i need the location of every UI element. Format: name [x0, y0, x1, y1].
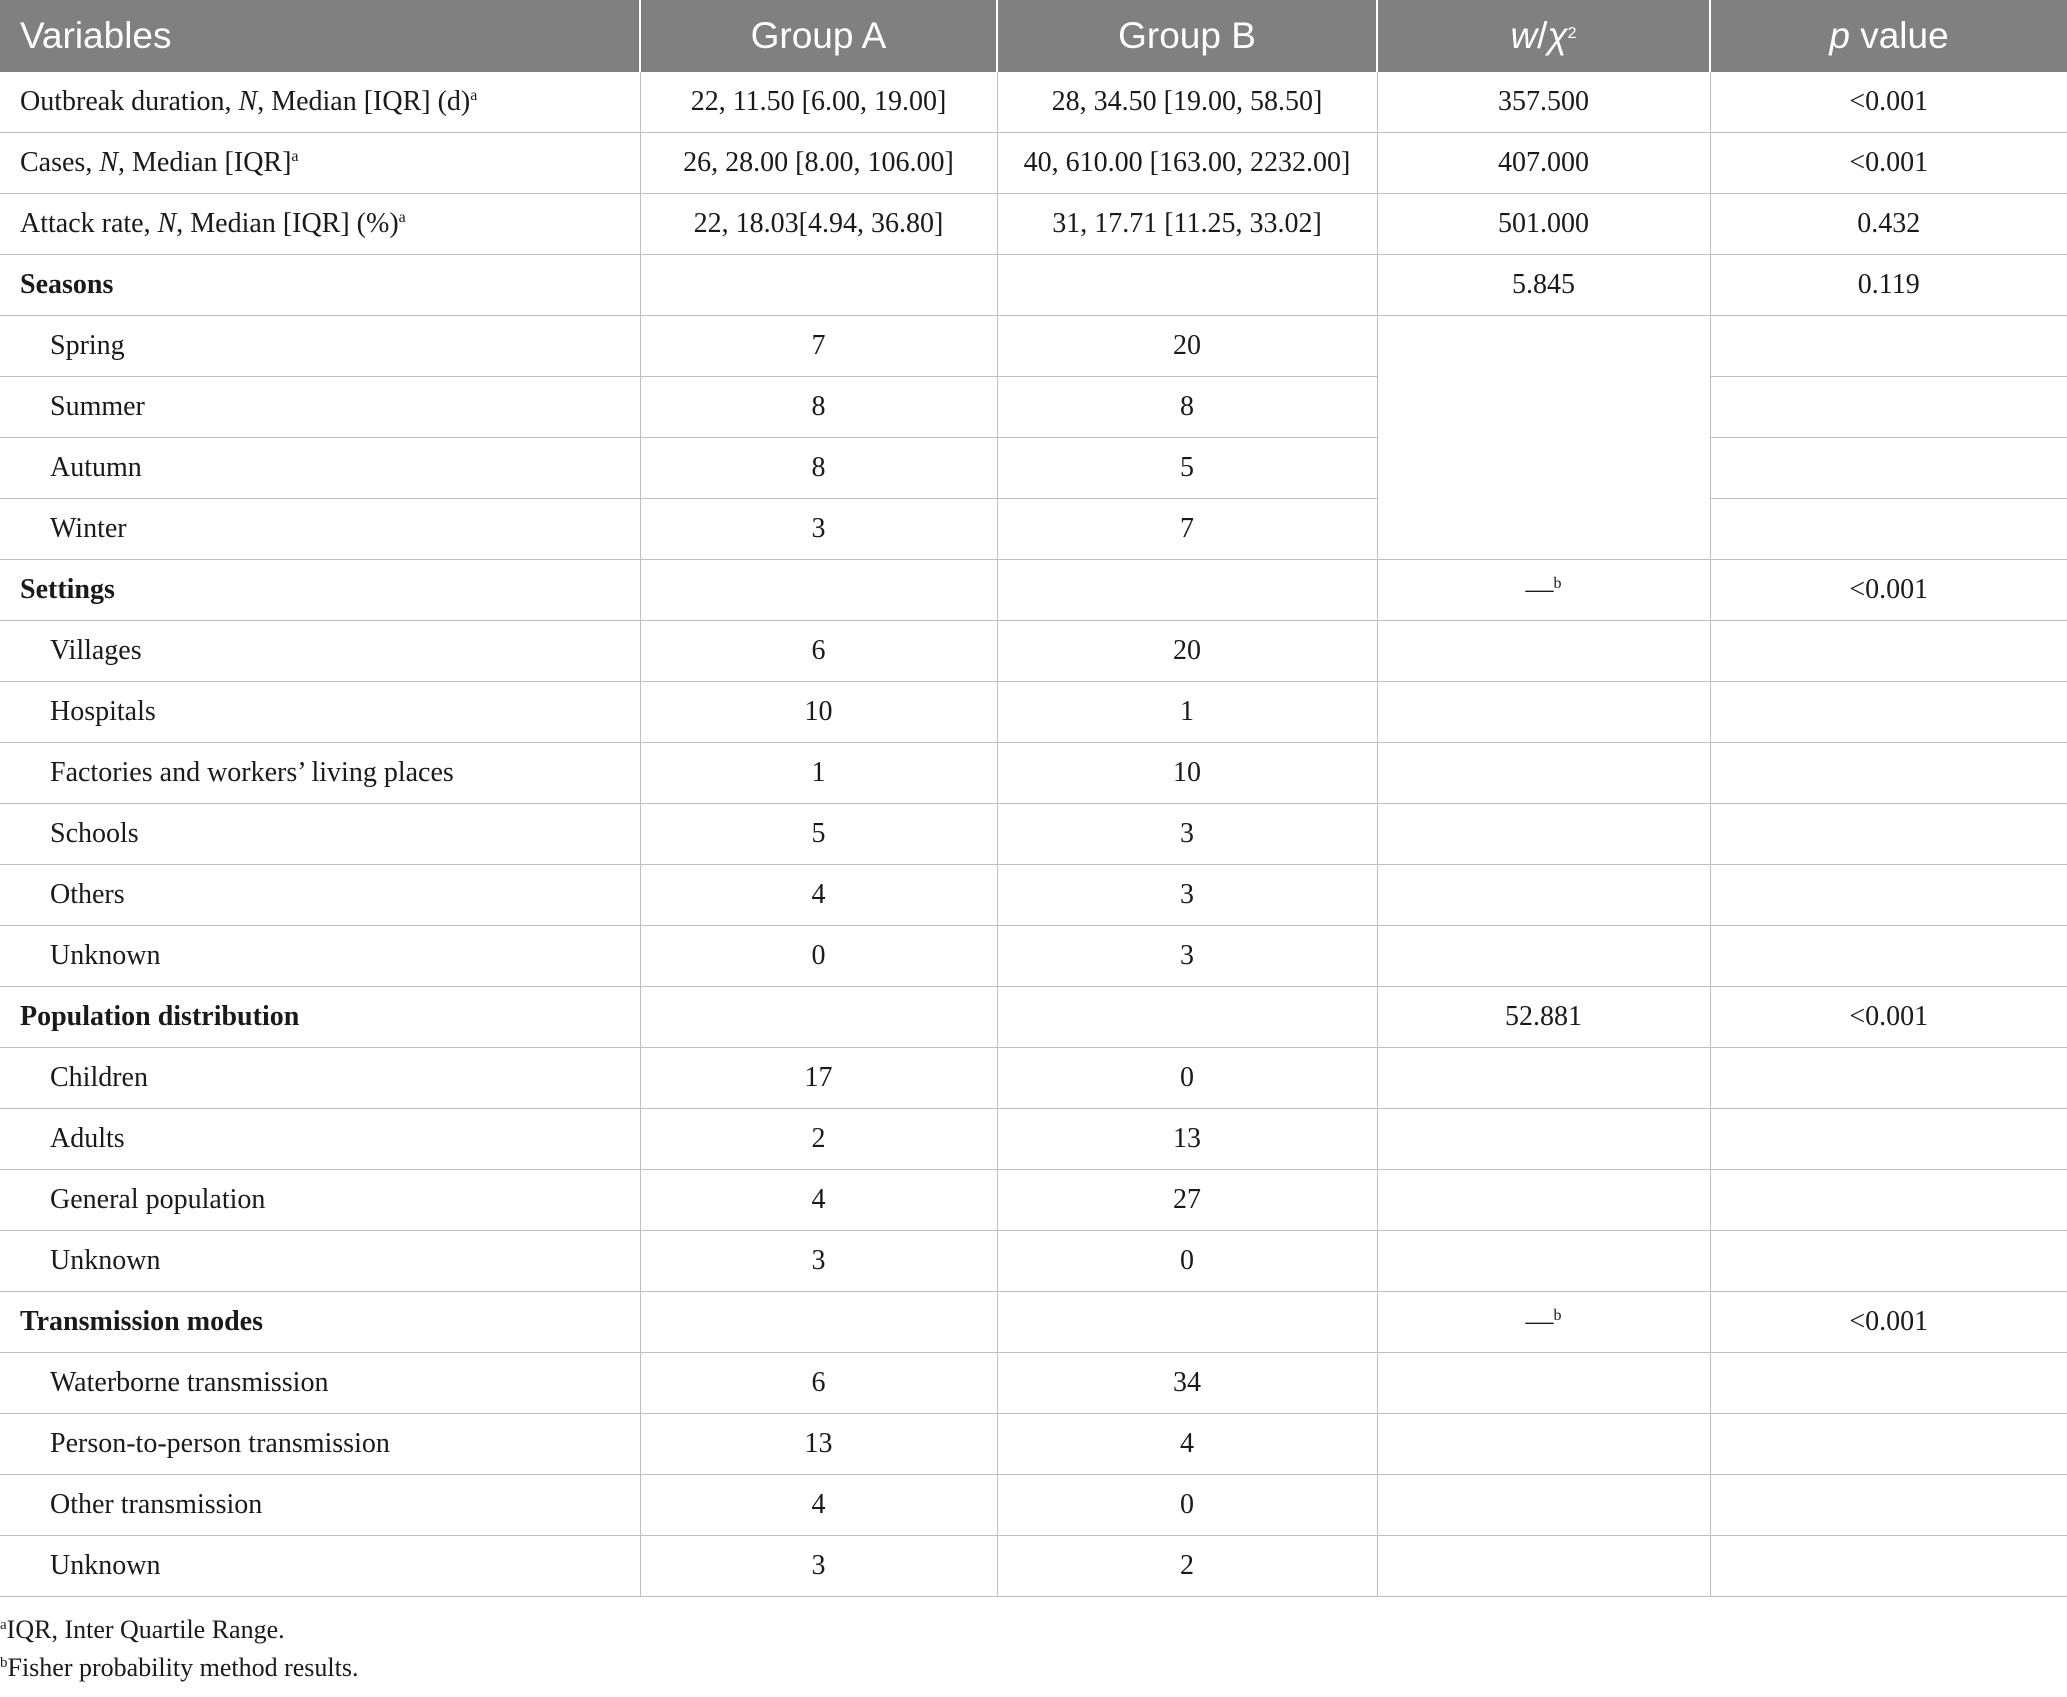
table-row	[0, 560, 2067, 621]
group-b-cell: 7	[997, 499, 1377, 560]
header-group-b: Group B	[997, 0, 1377, 72]
group-a-cell: 3	[640, 1536, 997, 1597]
group-b-cell: 13	[997, 1109, 1377, 1170]
table-row	[0, 926, 2067, 987]
group-a-cell: 13	[640, 1414, 997, 1475]
p-value-cell	[1710, 926, 2067, 987]
statistic-cell	[1377, 316, 1710, 377]
table-row	[0, 316, 2067, 377]
group-a-cell: 1	[640, 743, 997, 804]
table-row	[0, 804, 2067, 865]
p-value-cell: <0.001	[1710, 987, 2067, 1048]
statistic-cell: 407.000	[1377, 133, 1710, 194]
table-row	[0, 1536, 2067, 1597]
statistic-cell	[1377, 1170, 1710, 1231]
table-row	[0, 743, 2067, 804]
group-b-cell: 0	[997, 1231, 1377, 1292]
p-value-cell	[1710, 1109, 2067, 1170]
group-b-cell: 3	[997, 926, 1377, 987]
group-b-cell: 31, 17.71 [11.25, 33.02]	[997, 194, 1377, 255]
p-value-cell	[1710, 743, 2067, 804]
group-b-cell: 1	[997, 682, 1377, 743]
group-b-cell: 0	[997, 1048, 1377, 1109]
p-value-cell	[1710, 865, 2067, 926]
group-b-cell: 5	[997, 438, 1377, 499]
table-row	[0, 72, 2067, 133]
variable-label	[0, 194, 640, 255]
section-label: Settings	[0, 560, 640, 621]
statistic-cell	[1377, 438, 1710, 499]
subcategory-label: Other transmission	[0, 1475, 640, 1536]
label-italic: N	[238, 86, 258, 117]
group-a-cell: 17	[640, 1048, 997, 1109]
statistic-cell	[1377, 1414, 1710, 1475]
table-row	[0, 438, 2067, 499]
group-a-cell: 2	[640, 1109, 997, 1170]
section-label: Transmission modes	[0, 1292, 640, 1353]
group-b-cell: 28, 34.50 [19.00, 58.50]	[997, 72, 1377, 133]
group-b-cell	[997, 255, 1377, 316]
p-value-cell	[1710, 1170, 2067, 1231]
table-row	[0, 133, 2067, 194]
label-footnote-mark: a	[398, 209, 406, 226]
statistic-cell	[1377, 1475, 1710, 1536]
statistic-cell	[1377, 865, 1710, 926]
footnote	[0, 1611, 358, 1649]
group-b-cell: 10	[997, 743, 1377, 804]
subcategory-label: Winter	[0, 499, 640, 560]
subcategory-label: Villages	[0, 621, 640, 682]
p-value-cell	[1710, 316, 2067, 377]
label-pre: Outbreak duration,	[20, 86, 239, 117]
header-row	[0, 0, 2067, 72]
statistic-cell	[1377, 682, 1710, 743]
p-value-cell: 0.119	[1710, 255, 2067, 316]
group-a-cell: 6	[640, 621, 997, 682]
header-stat-w: w	[1510, 15, 1538, 56]
statistic-cell	[1377, 1109, 1710, 1170]
p-value-cell: <0.001	[1710, 1292, 2067, 1353]
group-a-cell: 4	[640, 1170, 997, 1231]
table-row	[0, 499, 2067, 560]
subcategory-label: General population	[0, 1170, 640, 1231]
statistic-footnote-mark: b	[1553, 1307, 1562, 1324]
table-row	[0, 1231, 2067, 1292]
group-b-cell: 3	[997, 865, 1377, 926]
statistic-cell: 357.500	[1377, 72, 1710, 133]
label-pre: Attack rate,	[20, 208, 158, 239]
p-value-cell	[1710, 804, 2067, 865]
group-b-cell: 20	[997, 316, 1377, 377]
p-value-cell	[1710, 1231, 2067, 1292]
group-a-cell: 4	[640, 865, 997, 926]
footnote-mark: b	[0, 1655, 8, 1671]
subcategory-label: Summer	[0, 377, 640, 438]
variable-label	[0, 133, 640, 194]
header-stat-sup: 2	[1567, 25, 1577, 42]
statistic-cell	[1377, 1536, 1710, 1597]
group-a-cell: 4	[640, 1475, 997, 1536]
group-b-cell: 0	[997, 1475, 1377, 1536]
statistic-cell	[1377, 377, 1710, 438]
statistic-cell	[1377, 987, 1710, 1048]
statistic-value: —	[1525, 1306, 1554, 1337]
table-row	[0, 1414, 2067, 1475]
p-value-cell	[1710, 499, 2067, 560]
statistic-cell: 501.000	[1377, 194, 1710, 255]
table-row	[0, 194, 2067, 255]
statistic-cell	[1377, 621, 1710, 682]
statistic-value: 5.845	[1512, 269, 1575, 300]
header-group-a: Group A	[640, 0, 997, 72]
group-a-cell: 22, 18.03[4.94, 36.80]	[640, 194, 997, 255]
statistic-cell	[1377, 560, 1710, 621]
p-value-cell	[1710, 1536, 2067, 1597]
statistic-footnote-mark: b	[1553, 575, 1562, 592]
variable-label	[0, 72, 640, 133]
group-b-cell: 27	[997, 1170, 1377, 1231]
p-value-cell	[1710, 621, 2067, 682]
header-stat-chi: χ	[1547, 15, 1568, 56]
label-footnote-mark: a	[470, 87, 478, 104]
p-value-cell	[1710, 377, 2067, 438]
group-b-cell: 40, 610.00 [163.00, 2232.00]	[997, 133, 1377, 194]
p-value-cell	[1710, 1414, 2067, 1475]
footnote-text: Fisher probability method results.	[7, 1653, 359, 1682]
footnote-mark: a	[0, 1617, 7, 1633]
subcategory-label: Unknown	[0, 1231, 640, 1292]
table-row	[0, 987, 2067, 1048]
p-value-cell: 0.432	[1710, 194, 2067, 255]
header-statistic: $w/\chi^2$	[1377, 0, 1710, 72]
table-row	[0, 1170, 2067, 1231]
table-row	[0, 1109, 2067, 1170]
statistic-value: —	[1525, 574, 1554, 605]
header-p-value	[1710, 0, 2067, 72]
subcategory-label: Factories and workers’ living places	[0, 743, 640, 804]
subcategory-label: Person-to-person transmission	[0, 1414, 640, 1475]
group-b-cell	[997, 987, 1377, 1048]
table-row	[0, 255, 2067, 316]
subcategory-label: Autumn	[0, 438, 640, 499]
group-b-cell	[997, 560, 1377, 621]
subcategory-label: Hospitals	[0, 682, 640, 743]
header-p-italic: p	[1829, 15, 1850, 56]
group-a-cell: 26, 28.00 [8.00, 106.00]	[640, 133, 997, 194]
p-value-cell: <0.001	[1710, 560, 2067, 621]
group-a-cell	[640, 987, 997, 1048]
statistic-cell	[1377, 1048, 1710, 1109]
label-post: , Median [IQR] (%)	[176, 208, 399, 239]
subcategory-label: Others	[0, 865, 640, 926]
statistic-cell	[1377, 499, 1710, 560]
statistic-cell	[1377, 743, 1710, 804]
statistic-cell	[1377, 255, 1710, 316]
group-a-cell: 22, 11.50 [6.00, 19.00]	[640, 72, 997, 133]
table-row	[0, 377, 2067, 438]
p-value-cell	[1710, 1475, 2067, 1536]
label-post: , Median [IQR]	[118, 147, 292, 178]
label-post: , Median [IQR] (d)	[257, 86, 471, 117]
group-b-cell	[997, 1292, 1377, 1353]
statistic-cell	[1377, 1292, 1710, 1353]
label-footnote-mark: a	[291, 148, 299, 165]
group-b-cell: 8	[997, 377, 1377, 438]
table-row	[0, 1048, 2067, 1109]
p-value-cell	[1710, 438, 2067, 499]
p-value-cell: <0.001	[1710, 133, 2067, 194]
p-value-cell	[1710, 682, 2067, 743]
group-b-cell: 20	[997, 621, 1377, 682]
group-a-cell	[640, 560, 997, 621]
group-a-cell: 5	[640, 804, 997, 865]
subcategory-label: Adults	[0, 1109, 640, 1170]
table-row	[0, 682, 2067, 743]
group-b-cell: 3	[997, 804, 1377, 865]
footnote-text: IQR, Inter Quartile Range.	[6, 1615, 285, 1644]
p-value-cell: <0.001	[1710, 72, 2067, 133]
footnotes	[0, 1611, 358, 1687]
group-a-cell: 10	[640, 682, 997, 743]
header-p-rest: value	[1849, 15, 1949, 56]
group-a-cell: 6	[640, 1353, 997, 1414]
group-a-cell: 8	[640, 438, 997, 499]
statistic-cell	[1377, 926, 1710, 987]
table-row	[0, 1292, 2067, 1353]
header-variables: Variables	[0, 0, 640, 72]
statistic-cell	[1377, 1231, 1710, 1292]
group-a-cell: 7	[640, 316, 997, 377]
label-pre: Cases,	[20, 147, 100, 178]
group-a-cell	[640, 1292, 997, 1353]
table-row	[0, 1475, 2067, 1536]
group-b-cell: 4	[997, 1414, 1377, 1475]
table-row	[0, 865, 2067, 926]
statistic-cell	[1377, 804, 1710, 865]
statistic-value: 52.881	[1505, 1001, 1582, 1032]
p-value-cell	[1710, 1048, 2067, 1109]
subcategory-label: Spring	[0, 316, 640, 377]
footnote	[0, 1649, 358, 1687]
subcategory-label: Unknown	[0, 1536, 640, 1597]
group-a-cell: 8	[640, 377, 997, 438]
table-row	[0, 621, 2067, 682]
p-value-cell	[1710, 1353, 2067, 1414]
table-row	[0, 1353, 2067, 1414]
section-label: Seasons	[0, 255, 640, 316]
group-a-cell	[640, 255, 997, 316]
subcategory-label: Unknown	[0, 926, 640, 987]
group-a-cell: 3	[640, 1231, 997, 1292]
label-italic: N	[157, 208, 177, 239]
subcategory-label: Children	[0, 1048, 640, 1109]
subcategory-label: Waterborne transmission	[0, 1353, 640, 1414]
subcategory-label: Schools	[0, 804, 640, 865]
group-b-cell: 34	[997, 1353, 1377, 1414]
statistic-cell	[1377, 1353, 1710, 1414]
group-a-cell: 3	[640, 499, 997, 560]
group-b-cell: 2	[997, 1536, 1377, 1597]
group-a-cell: 0	[640, 926, 997, 987]
section-label: Population distribution	[0, 987, 640, 1048]
label-italic: N	[99, 147, 119, 178]
